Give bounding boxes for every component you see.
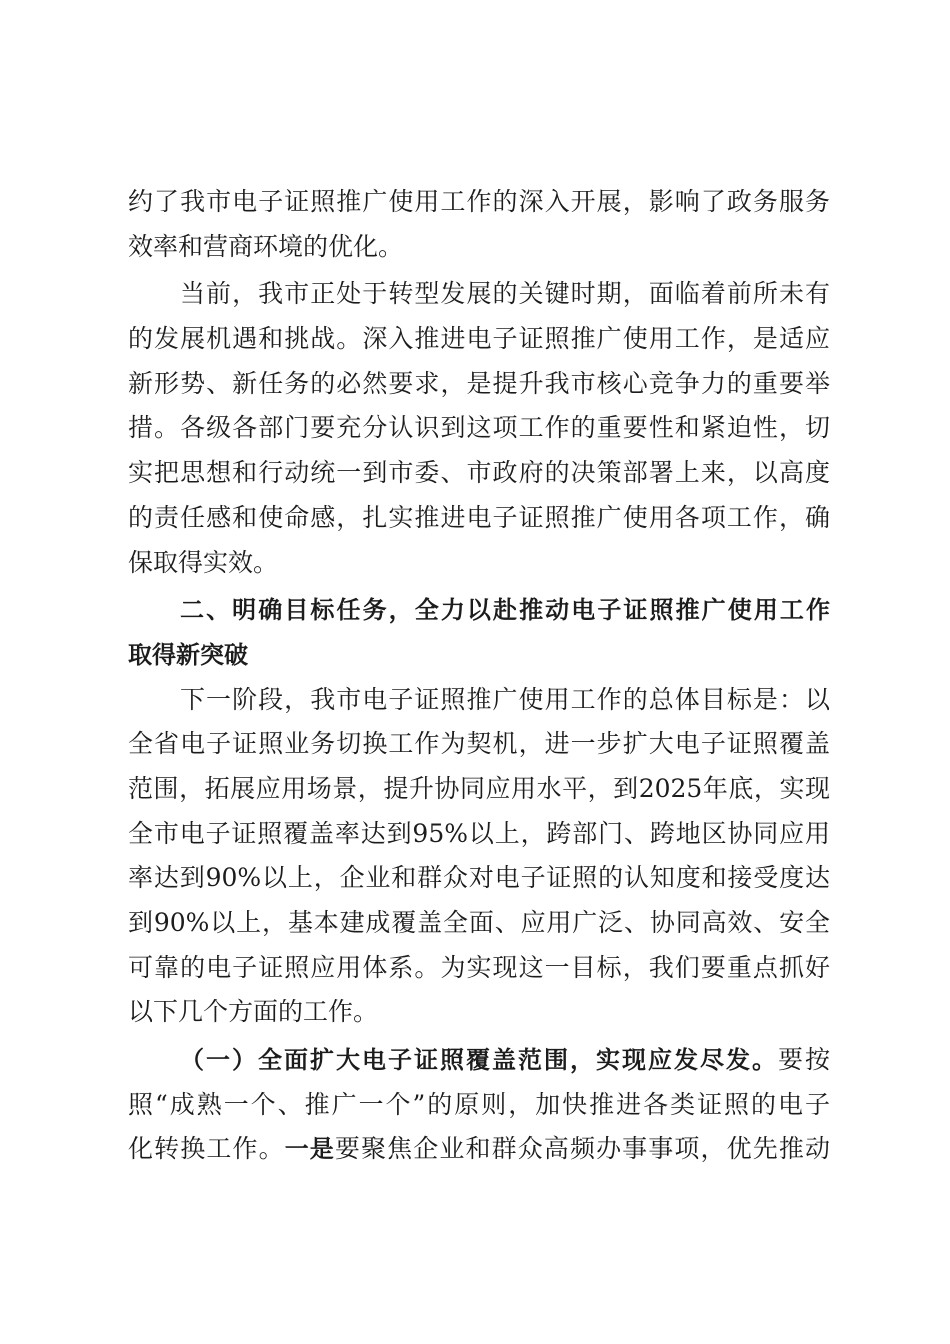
paragraph-continuation	[128, 180, 830, 269]
emphasis-label: 一是	[284, 1135, 335, 1164]
text-line	[128, 1038, 830, 1083]
text-line: 的发展机遇和挑战。深入推进电子证照推广使用工作，是适应	[128, 324, 830, 354]
text-run: 要按	[777, 1045, 830, 1075]
text-line: 以下几个方面的工作。	[128, 997, 379, 1027]
text-line: 率达到90%以上，企业和群众对电子证照的认知度和接受度达	[128, 863, 830, 893]
paragraph-subsection-1	[128, 1038, 830, 1172]
heading-line: 二、明确目标任务，全力以赴推动电子证照推广使用工作	[180, 596, 830, 625]
text-line	[128, 1127, 830, 1172]
text-run: 要聚焦企业和群众高频办事事项，优先推动	[334, 1134, 830, 1164]
subsection-title: （一）全面扩大电子证照覆盖范围，实现应发尽发。	[180, 1046, 778, 1075]
section-heading-2	[128, 588, 830, 677]
text-line: 实把思想和行动统一到市委、市政府的决策部署上来，以高度	[128, 458, 830, 488]
text-line: 可靠的电子证照应用体系。为实现这一目标，我们要重点抓好	[128, 952, 830, 982]
paragraph-current-period	[128, 272, 830, 585]
text-line: 效率和营商环境的优化。	[128, 231, 404, 261]
text-line: 措。各级各部门要充分认识到这项工作的重要性和紧迫性，切	[128, 413, 830, 443]
document-body	[128, 180, 830, 1172]
text-line: 范围，拓展应用场景，提升协同应用水平，到2025年底，实现	[128, 773, 830, 803]
heading-line: 取得新突破	[128, 640, 248, 669]
text-line: 全市电子证照覆盖率达到95%以上，跨部门、跨地区协同应用	[128, 818, 830, 848]
text-line: 当前，我市正处于转型发展的关键时期，面临着前所未有	[180, 279, 830, 309]
text-line: 的责任感和使命感，扎实推进电子证照推广使用各项工作，确	[128, 502, 830, 532]
text-run: 化转换工作。	[128, 1134, 285, 1164]
text-line: 保取得实效。	[128, 547, 279, 577]
text-line: 照“成熟一个、推广一个”的原则，加快推进各类证照的电子	[128, 1089, 830, 1119]
text-line: 新形势、新任务的必然要求，是提升我市核心竞争力的重要举	[128, 368, 830, 398]
paragraph-goals	[128, 678, 830, 1036]
text-line: 全省电子证照业务切换工作为契机，进一步扩大电子证照覆盖	[128, 729, 830, 759]
text-line: 约了我市电子证照推广使用工作的深入开展，影响了政务服务	[128, 187, 830, 216]
text-line: 下一阶段，我市电子证照推广使用工作的总体目标是：以	[180, 684, 830, 714]
text-line: 到90%以上，基本建成覆盖全面、应用广泛、协同高效、安全	[128, 908, 830, 937]
